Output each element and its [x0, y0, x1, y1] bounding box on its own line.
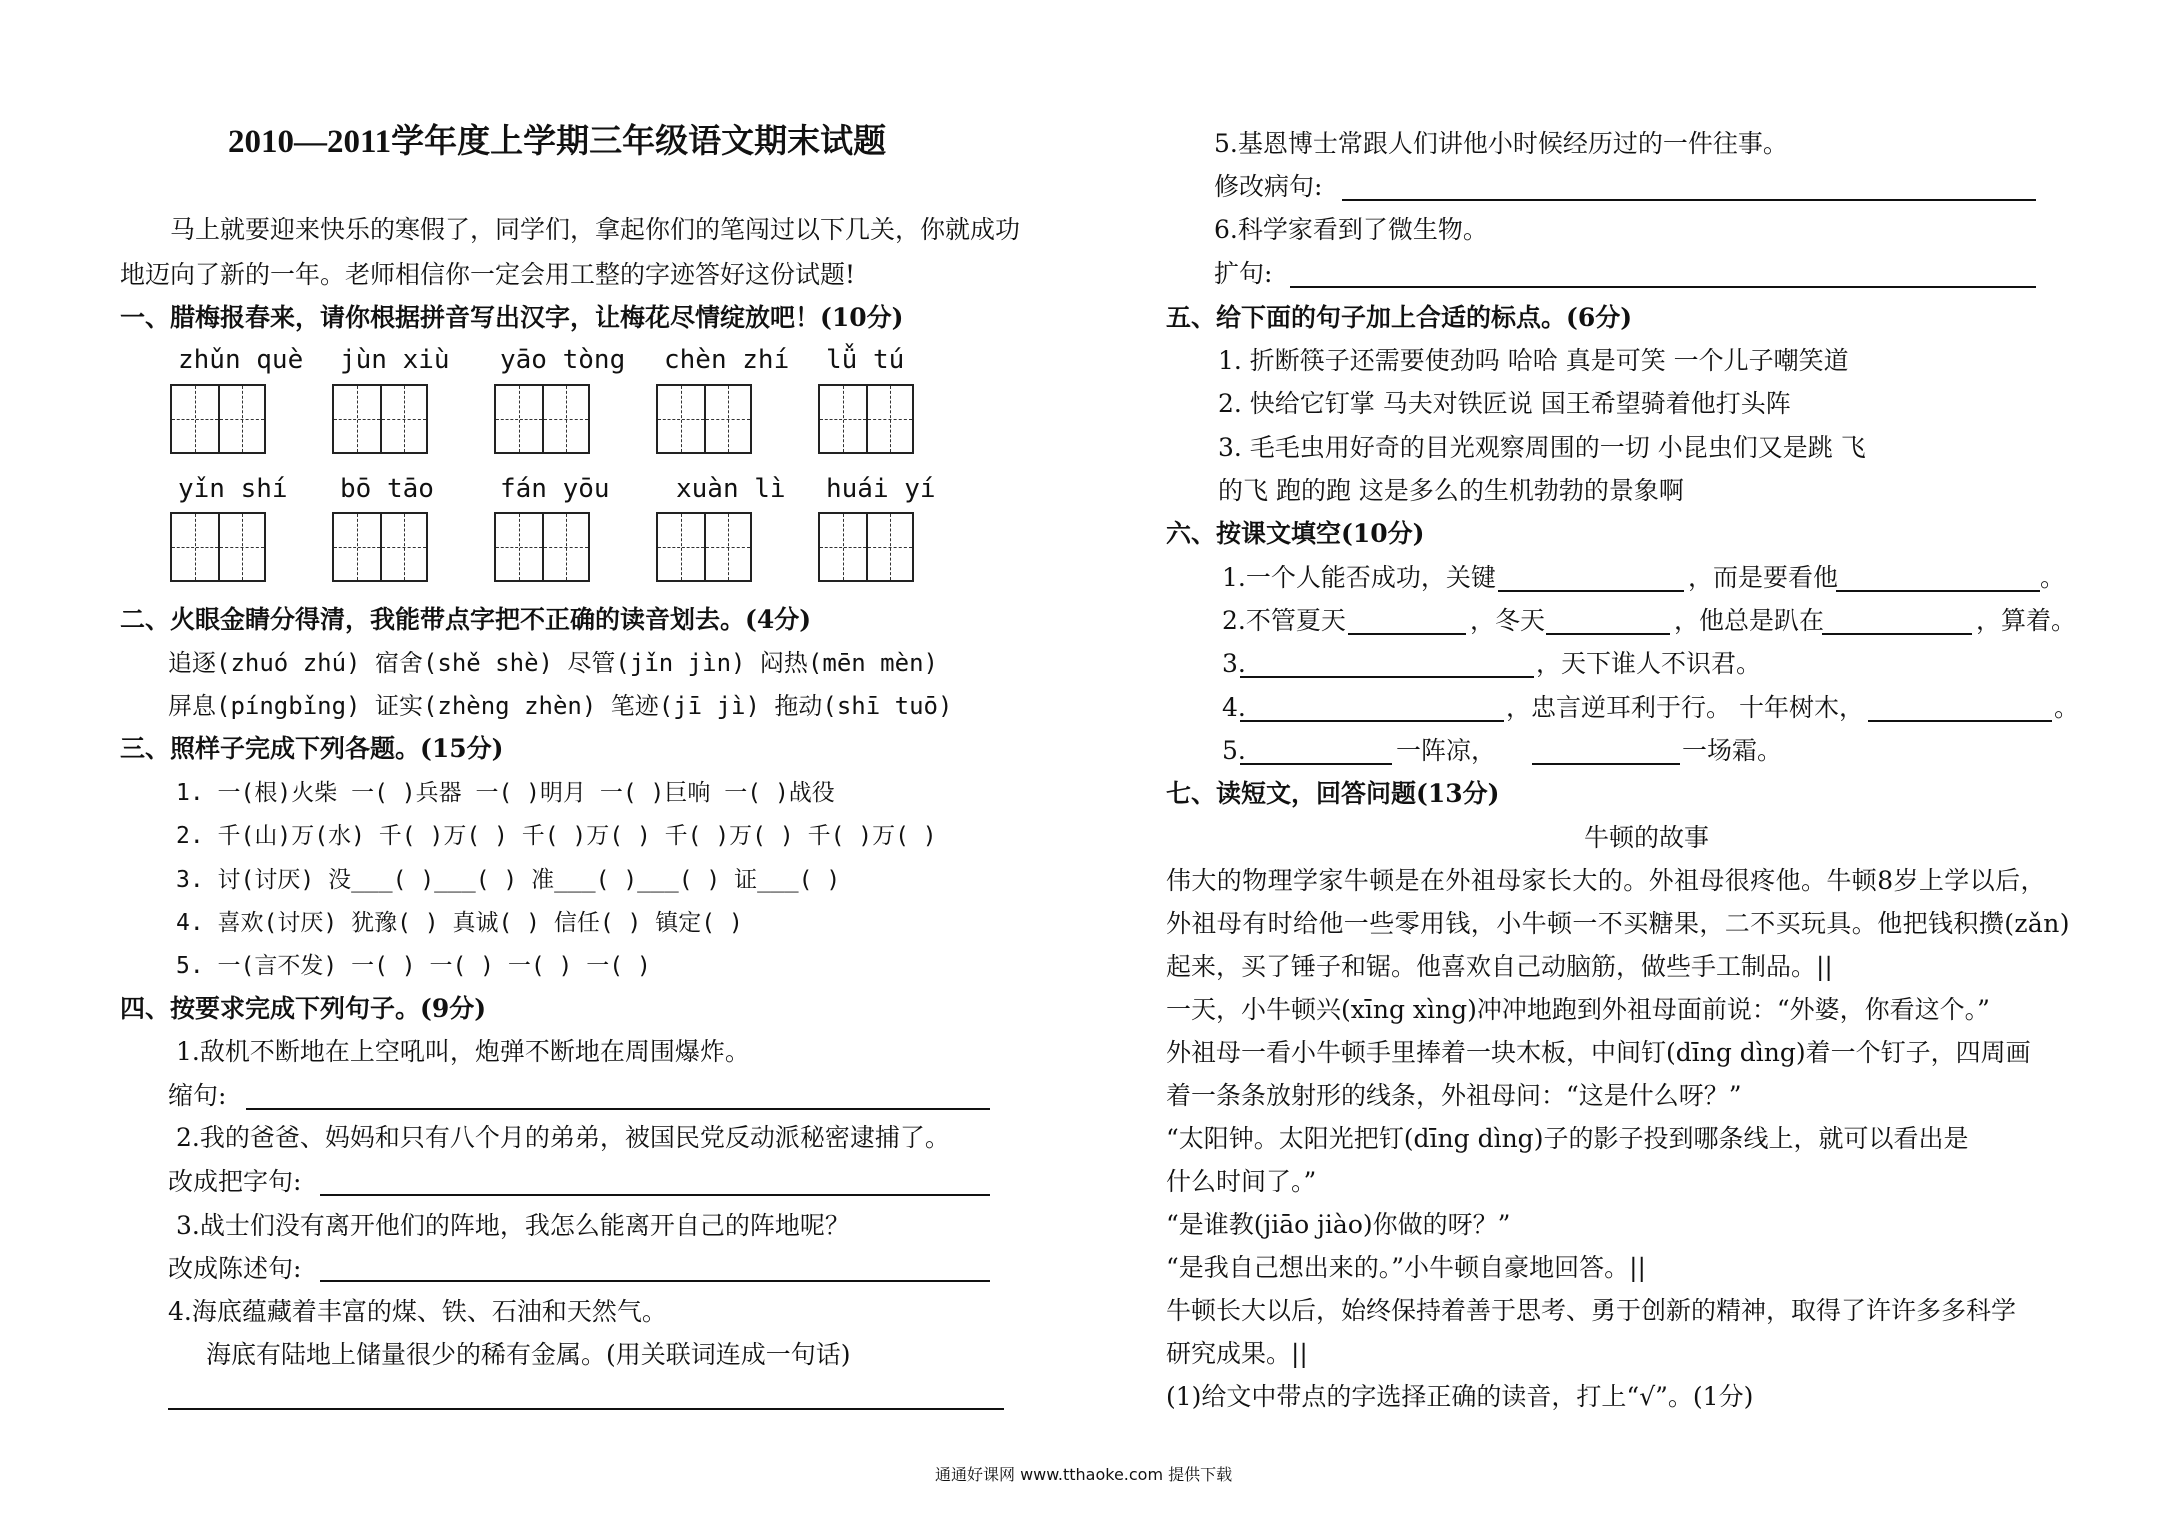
pinyin-9: xuàn lì [676, 474, 786, 504]
s6-l1a: 1.一个人能否成功，关键 [1222, 563, 1496, 592]
section-3-line-4: 4. 喜欢(讨厌) 犹豫( ) 真诚( ) 信任( ) 镇定( ) [176, 910, 743, 936]
s6-l4b: ，忠言逆耳利于行。 十年树木， [1506, 693, 1864, 722]
s6-l4a: 4. [1222, 693, 1246, 722]
rt-q6-label: 扩句: [1214, 259, 1273, 288]
story-line-5: 外祖母一看小牛顿手里捧着一块木板，中间钉(dīng dìng)着一个钉子，四周画 [1166, 1038, 2031, 1067]
blank-line[interactable] [1546, 633, 1670, 635]
section-5-line-4: 的飞 跑的跑 这是多么的生机勃勃的景象啊 [1218, 476, 1684, 505]
s6-l2c: ，他总是趴在 [1674, 606, 1825, 635]
story-line-8: 什么时间了。” [1166, 1167, 1317, 1196]
char-grid[interactable] [656, 512, 752, 582]
blank-line[interactable] [1348, 633, 1466, 635]
section-3-line-2: 2. 千(山)万(水) 千( )万( ) 千( )万( ) 千( )万( ) 千( )万( ) [176, 823, 937, 849]
pinyin-10: huái yí [826, 474, 936, 504]
story-line-7: “太阳钟。太阳光把钉(dīng dìng)子的影子投到哪条线上，就可以看出是 [1166, 1124, 1969, 1153]
answer-line[interactable] [1342, 199, 2036, 201]
intro-line-1: 马上就要迎来快乐的寒假了，同学们，拿起你们的笔闯过以下几关，你就成功 [170, 215, 1021, 244]
s6-l5a: 5. [1222, 736, 1246, 765]
s6-l1b: ，而是要看他 [1688, 563, 1839, 592]
char-grid[interactable] [332, 384, 428, 454]
answer-line[interactable] [168, 1408, 1004, 1410]
footer-credit: 通通好课网 www.tthaoke.com 提供下载 [935, 1465, 1233, 1484]
s4-question-3: 3.战士们没有离开他们的阵地，我怎么能离开自己的阵地呢？ [176, 1211, 850, 1240]
story-title: 牛顿的故事 [1584, 823, 1710, 852]
pinyin-5: lǚ tú [826, 345, 905, 375]
answer-line[interactable] [246, 1108, 990, 1110]
answer-line[interactable] [320, 1194, 990, 1196]
pinyin-6: yǐn shí [178, 474, 288, 504]
s4-question-2: 2.我的爸爸、妈妈和只有八个月的弟弟，被国民党反动派秘密逮捕了。 [176, 1123, 950, 1152]
pinyin-1: zhǔn què [178, 345, 304, 375]
s4-q2-label: 改成把字句: [168, 1167, 302, 1196]
intro-line-2: 地迈向了新的一年。老师相信你一定会用工整的字迹答好这份试题! [120, 260, 856, 289]
pinyin-7: bō tāo [340, 474, 434, 504]
story-line-2: 外祖母有时给他一些零用钱，小牛顿一不买糖果，二不买玩具。他把钱积攒(zǎn) [1166, 909, 2070, 938]
section-2-line-1: 追逐(zhuó zhú) 宿舍(shě shè) 尽管(jǐn jìn) 闷热(mēn mèn) [168, 649, 938, 677]
char-grid[interactable] [656, 384, 752, 454]
blank-line[interactable] [1498, 590, 1684, 592]
blank-line[interactable] [1868, 720, 2052, 722]
story-question-1: (1)给文中带点的字选择正确的读音，打上“√”。(1分) [1166, 1382, 1754, 1411]
pinyin-8: fán yōu [500, 474, 610, 504]
blank-line[interactable] [1822, 633, 1972, 635]
answer-line[interactable] [1290, 286, 2036, 288]
section-3-line-1: 1. 一(根)火柴 一( )兵器 一( )明月 一( )巨响 一( )战役 [176, 780, 835, 806]
blank-line[interactable] [1240, 720, 1504, 722]
s6-l2d: ，算着。 [1976, 606, 2077, 635]
story-line-4: 一天，小牛顿兴(xīng xìng)冲冲地跑到外祖母面前说：“外婆，你看这个。” [1166, 995, 1990, 1024]
s6-l5c: 一场霜。 [1682, 736, 1783, 765]
blank-line[interactable] [1532, 763, 1680, 765]
s6-l2a: 2.不管夏天 [1222, 606, 1346, 635]
s6-l5b: 一阵凉， [1396, 736, 1497, 765]
story-line-3: 起来，买了锤子和锯。他喜欢自己动脑筋，做些手工制品。|| [1166, 952, 1833, 981]
rt-question-5: 5.基恩博士常跟人们讲他小时候经历过的一件往事。 [1214, 129, 1788, 158]
pinyin-2: jùn xiù [340, 345, 450, 375]
s6-l4c: 。 [2054, 693, 2080, 722]
story-line-9: “是谁教(jiāo jiào)你做的呀？” [1166, 1210, 1511, 1239]
blank-line[interactable] [1836, 590, 2040, 592]
blank-line[interactable] [1240, 676, 1534, 678]
blank-line[interactable] [1240, 763, 1392, 765]
s6-l3b: ，天下谁人不识君。 [1536, 649, 1762, 678]
story-line-11: 牛顿长大以后，始终保持着善于思考、勇于创新的精神，取得了许许多多科学 [1166, 1296, 2017, 1325]
section-5-line-1: 1. 折断筷子还需要使劲吗 哈哈 真是可笑 一个儿子嘲笑道 [1218, 346, 1849, 375]
answer-line[interactable] [320, 1280, 990, 1282]
rt-question-6: 6.科学家看到了微生物。 [1214, 215, 1488, 244]
s4-q3-label: 改成陈述句: [168, 1254, 302, 1283]
s6-l1c: 。 [2040, 563, 2066, 592]
story-line-12: 研究成果。|| [1166, 1339, 1308, 1368]
s4-q1-label: 缩句: [168, 1081, 227, 1110]
s6-l3a: 3. [1222, 649, 1246, 678]
section-4-heading: 四、按要求完成下列句子。(9分) [120, 994, 487, 1023]
section-1-heading: 一、腊梅报春来，请你根据拼音写出汉字，让梅花尽情绽放吧！(10分) [120, 303, 904, 332]
page-title: 2010—2011学年度上学期三年级语文期末试题 [228, 124, 887, 160]
section-5-heading: 五、给下面的句子加上合适的标点。(6分) [1166, 303, 1633, 332]
char-grid[interactable] [332, 512, 428, 582]
section-3-heading: 三、照样子完成下列各题。(15分) [120, 734, 504, 763]
section-2-line-2: 屏息(píngbǐng) 证实(zhèng zhèn) 笔迹(jī jì) 拖动(shī tuō) [168, 692, 953, 720]
section-7-heading: 七、读短文，回答问题(13分) [1166, 779, 1500, 808]
section-5-line-3: 3. 毛毛虫用好奇的目光观察周围的一切 小昆虫们又是跳 飞 [1218, 433, 1866, 462]
char-grid[interactable] [170, 512, 266, 582]
section-5-line-2: 2. 快给它钉掌 马夫对铁匠说 国王希望骑着他打头阵 [1218, 389, 1791, 418]
s6-l2b: ，冬天 [1470, 606, 1546, 635]
char-grid[interactable] [170, 384, 266, 454]
story-line-10: “是我自己想出来的。”小牛顿自豪地回答。|| [1166, 1253, 1646, 1282]
section-3-line-3: 3. 讨(讨厌) 没___( )___( ) 准___( )___( ) 证___( ) [176, 867, 841, 893]
char-grid[interactable] [818, 384, 914, 454]
story-line-6: 着一条条放射形的线条，外祖母问：“这是什么呀？” [1166, 1081, 1742, 1110]
char-grid[interactable] [818, 512, 914, 582]
char-grid[interactable] [494, 384, 590, 454]
rt-q5-label: 修改病句: [1214, 172, 1323, 201]
section-2-heading: 二、火眼金睛分得清，我能带点字把不正确的读音划去。(4分) [120, 605, 812, 634]
pinyin-3: yāo tòng [500, 345, 626, 375]
story-line-1: 伟大的物理学家牛顿是在外祖母家长大的。外祖母很疼他。牛顿8岁上学以后， [1166, 866, 2046, 895]
s4-question-4a: 4.海底蕴藏着丰富的煤、铁、石油和天然气。 [168, 1297, 667, 1326]
pinyin-4: chèn zhí [664, 345, 790, 375]
s4-question-1: 1.敌机不断地在上空吼叫，炮弹不断地在周围爆炸。 [176, 1037, 750, 1066]
section-6-heading: 六、按课文填空(10分) [1166, 519, 1425, 548]
char-grid[interactable] [494, 512, 590, 582]
section-3-line-5: 5. 一(言不发) 一( ) 一( ) 一( ) 一( ) [176, 953, 651, 979]
s4-question-4b: 海底有陆地上储量很少的稀有金属。(用关联词连成一句话) [206, 1340, 851, 1369]
